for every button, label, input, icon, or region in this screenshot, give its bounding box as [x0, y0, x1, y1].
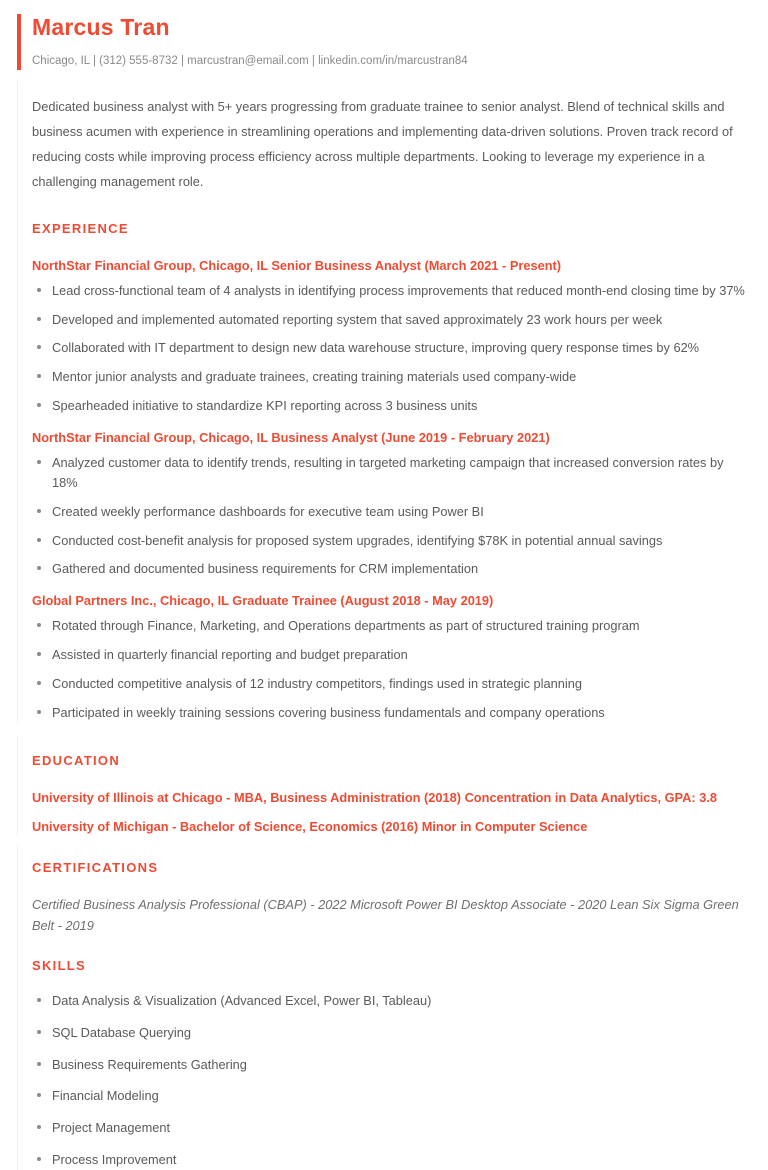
summary-section: [0, 79, 768, 199]
skill-item: Data Analysis & Visualization (Advanced Excel, Power BI, Tableau): [32, 991, 750, 1011]
header-accent-bar: [17, 14, 21, 70]
job-bullet: Conducted competitive analysis of 12 industry competitors, findings used in strategic planning: [32, 674, 750, 694]
experience-entry: [32, 428, 750, 579]
job-bullet: Developed and implemented automated reporting system that saved approximately 23 work hours per week: [32, 310, 750, 330]
job-bullet-list: [32, 616, 750, 722]
job-bullet: Lead cross-functional team of 4 analysts in identifying process improvements that reduced month-end closing time by 37%: [32, 281, 750, 301]
job-bullet: Assisted in quarterly financial reporting and budget preparation: [32, 645, 750, 665]
job-bullet: Participated in weekly training sessions covering business fundamentals and company operations: [32, 703, 750, 723]
job-bullet: Rotated through Finance, Marketing, and Operations departments as part of structured training program: [32, 616, 750, 636]
education-entry: University of Illinois at Chicago - MBA, Business Administration (2018) Concentration in Data Analytics, GPA: 3.8: [32, 789, 717, 805]
job-bullet: Analyzed customer data to identify trends, resulting in targeted marketing campaign that increased conversion rates by 18%: [32, 453, 750, 493]
section-title-certifications: CERTIFICATIONS: [32, 860, 159, 876]
section-rule: [17, 79, 18, 199]
education-section: [0, 735, 768, 836]
job-bullet: Mentor junior analysts and graduate trainees, creating training materials used company-wide: [32, 367, 750, 387]
job-bullet: Collaborated with IT department to design new data warehouse structure, improving query response times by 62%: [32, 338, 750, 358]
skills-list: [32, 991, 750, 1170]
skill-item: Financial Modeling: [32, 1086, 750, 1106]
education-entry: University of Michigan - Bachelor of Science, Economics (2016) Minor in Computer Science: [32, 818, 588, 834]
job-heading: NorthStar Financial Group, Chicago, IL Business Analyst (June 2019 - February 2021): [32, 429, 550, 445]
section-rule: [17, 199, 18, 723]
section-title-experience: EXPERIENCE: [32, 220, 129, 236]
job-bullet-list: [32, 453, 750, 579]
job-bullet-list: [32, 281, 750, 416]
job-bullet: Conducted cost-benefit analysis for proposed system upgrades, identifying $78K in potential annual savings: [32, 531, 750, 551]
job-bullet: Created weekly performance dashboards for executive team using Power BI: [32, 502, 750, 522]
job-bullet: Spearheaded initiative to standardize KPI reporting across 3 business units: [32, 396, 750, 416]
certifications-section: [0, 846, 768, 936]
section-rule: [17, 936, 18, 1170]
section-title-skills: SKILLS: [32, 957, 87, 973]
section-title-education: EDUCATION: [32, 752, 121, 768]
experience-entry: [32, 591, 750, 723]
skill-item: SQL Database Querying: [32, 1023, 750, 1043]
contact-line: Chicago, IL | (312) 555-8732 | marcustran@email.com | linkedin.com/in/marcustran84: [32, 54, 468, 67]
job-heading: NorthStar Financial Group, Chicago, IL Senior Business Analyst (March 2021 - Present): [32, 257, 562, 273]
experience-section: [0, 199, 768, 723]
candidate-name: Marcus Tran: [32, 14, 170, 40]
skills-section: [0, 936, 768, 1170]
job-bullet: Gathered and documented business requirements for CRM implementation: [32, 559, 750, 579]
skill-item: Process Improvement: [32, 1150, 750, 1170]
resume-header: [0, 0, 768, 79]
section-rule: [17, 846, 18, 936]
section-rule: [17, 735, 18, 836]
skill-item: Project Management: [32, 1118, 750, 1138]
job-heading: Global Partners Inc., Chicago, IL Graduate Trainee (August 2018 - May 2019): [32, 593, 494, 609]
skill-item: Business Requirements Gathering: [32, 1055, 750, 1075]
experience-entry: [32, 256, 750, 416]
summary-text: Dedicated business analyst with 5+ years progressing from graduate trainee to senior analyst. Blend of technical skills and business acumen with experience in streamlining operations and implementing data-driven solutions. Proven track record of reducing costs while improving process efficiency across multiple departments. Looking to leverage my experience in a challenging management role.: [32, 98, 733, 189]
certifications-text: Certified Business Analysis Professional (CBAP) - 2022 Microsoft Power BI Desktop Associate - 2020 Lean Six Sigma Green Belt - 2019: [32, 897, 739, 933]
